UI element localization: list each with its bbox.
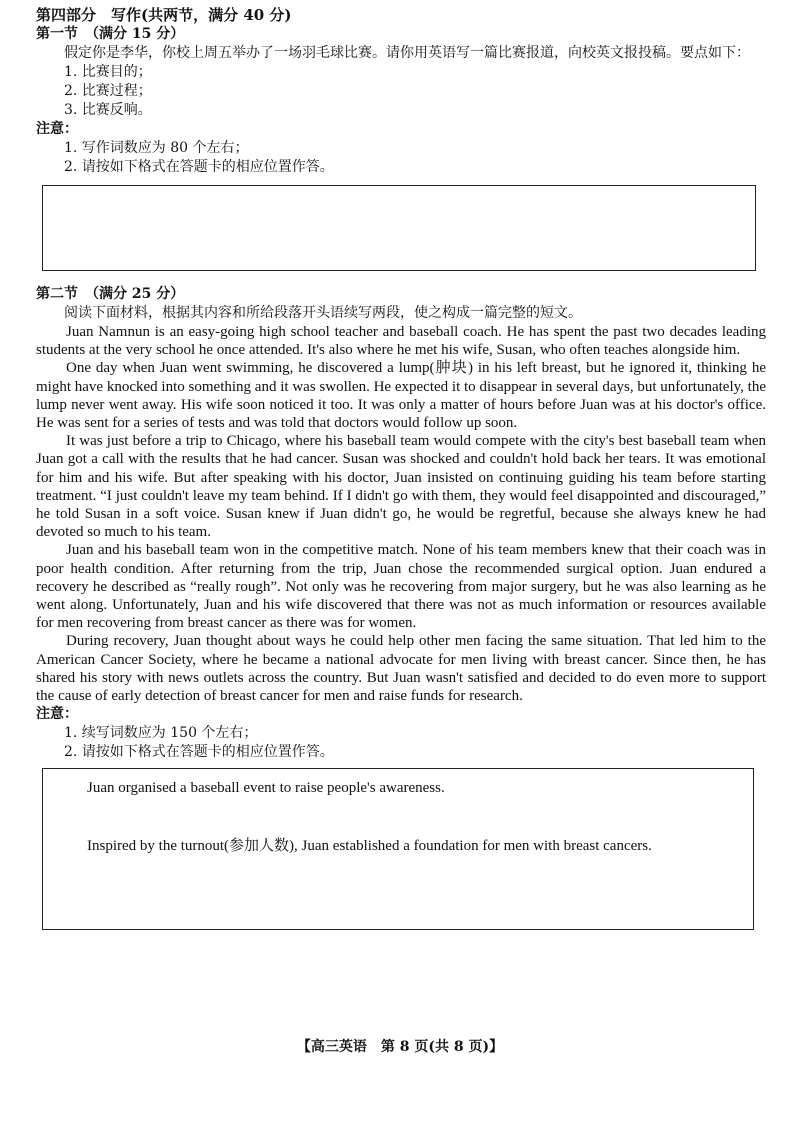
section2-title: 第二节 （满分 25 分） bbox=[36, 286, 185, 302]
point-item: 3. 比赛反响。 bbox=[64, 102, 152, 118]
continuation-opener-1: Juan organised a baseball event to raise people's awareness. bbox=[87, 780, 445, 797]
note-item: 1. 续写词数应为 150 个左右； bbox=[64, 725, 258, 742]
passage bbox=[36, 323, 766, 705]
section2-prompt: 阅读下面材料，根据其内容和所给段落开头语续写两段，使之构成一篇完整的短文。 bbox=[64, 305, 582, 321]
passage-paragraph: It was just before a trip to Chicago, where his baseball team would compete with the city's best baseball team when Juan got a call with the results that he had cancer. Susan was shocked and couldn't hold back her tears. It was emotional for him and his wife. But after speaking with his doctor, Juan insisted on continuing guiding his team before starting treatment. “I just couldn't leave my team behind. If I didn't go with them, they would feel disappointed and discouraged,” he told Susan in a soft voice. Susan knew if Juan didn't go, he would be regretful, because she always knew he had devoted so much to his team. bbox=[36, 433, 766, 541]
exam-page bbox=[36, 6, 766, 930]
section1-title: 第一节 （满分 15 分） bbox=[36, 26, 185, 42]
section2 bbox=[36, 285, 766, 930]
passage-paragraph: Juan Namnun is an easy-going high school teacher and baseball coach. He has spent the past two decades leading students at the very school he once attended. It's also where he met his wife, Susan, who often teaches alongside him. bbox=[36, 324, 766, 359]
section1-prompt: 假定你是李华，你校上周五举办了一场羽毛球比赛。请你用英语写一篇比赛报道，向校英文报投稿。要点如下： bbox=[64, 45, 750, 61]
note-item: 2. 请按如下格式在答题卡的相应位置作答。 bbox=[64, 159, 334, 175]
notes-label: 注意： bbox=[36, 121, 78, 137]
note-item: 1. 写作词数应为 80 个左右； bbox=[64, 140, 249, 156]
answer-box-2 bbox=[42, 768, 754, 930]
passage-paragraph: During recovery, Juan thought about ways he could help other men facing the same situation. That led him to the American Cancer Society, where he became a national advocate for men living with breast cancer. Since then, he has shared his story with news outlets across the country. But Juan wasn't satisfied and decided to do even more to support the cause of early detection of breast cancer for men and raise funds for research. bbox=[36, 633, 766, 705]
point-item: 1. 比赛目的； bbox=[64, 64, 152, 80]
part-title: 第四部分 写作(共两节，满分 40 分) bbox=[36, 6, 292, 24]
answer-box-1 bbox=[42, 185, 756, 271]
continuation-opener-2: Inspired by the turnout(参加人数), Juan established a foundation for men with breast cancers. bbox=[87, 838, 652, 855]
note-item: 2. 请按如下格式在答题卡的相应位置作答。 bbox=[64, 744, 334, 761]
point-item: 2. 比赛过程； bbox=[64, 83, 152, 99]
notes-label: 注意： bbox=[36, 706, 78, 723]
page-footer: 【高三英语 第 8 页(共 8 页)】 bbox=[296, 1039, 504, 1055]
passage-paragraph: One day when Juan went swimming, he discovered a lump(肿块) in his left breast, but he ignored it, thinking he might have knocked into something and it was swollen. He expected it to disappear in several days, but unfortunately, the lump never went away. His wife soon noticed it too. It was only a matter of hours before Juan was at his doctor's office. He was sent for a series of tests and was told that doctors would follow up soon. bbox=[36, 360, 766, 432]
passage-paragraph: Juan and his baseball team won in the competitive match. None of his team members knew that their coach was in poor health condition. After returning from the trip, Juan chose the recommended surgical option. Juan endured a recovery he described as “really rough”. Not only was he recovering from major surgery, but he was also learning as he went along. Unfortunately, Juan and his wife discovered that there was not as much information or resources available for men recovering from breast cancer as there was for women. bbox=[36, 542, 766, 632]
